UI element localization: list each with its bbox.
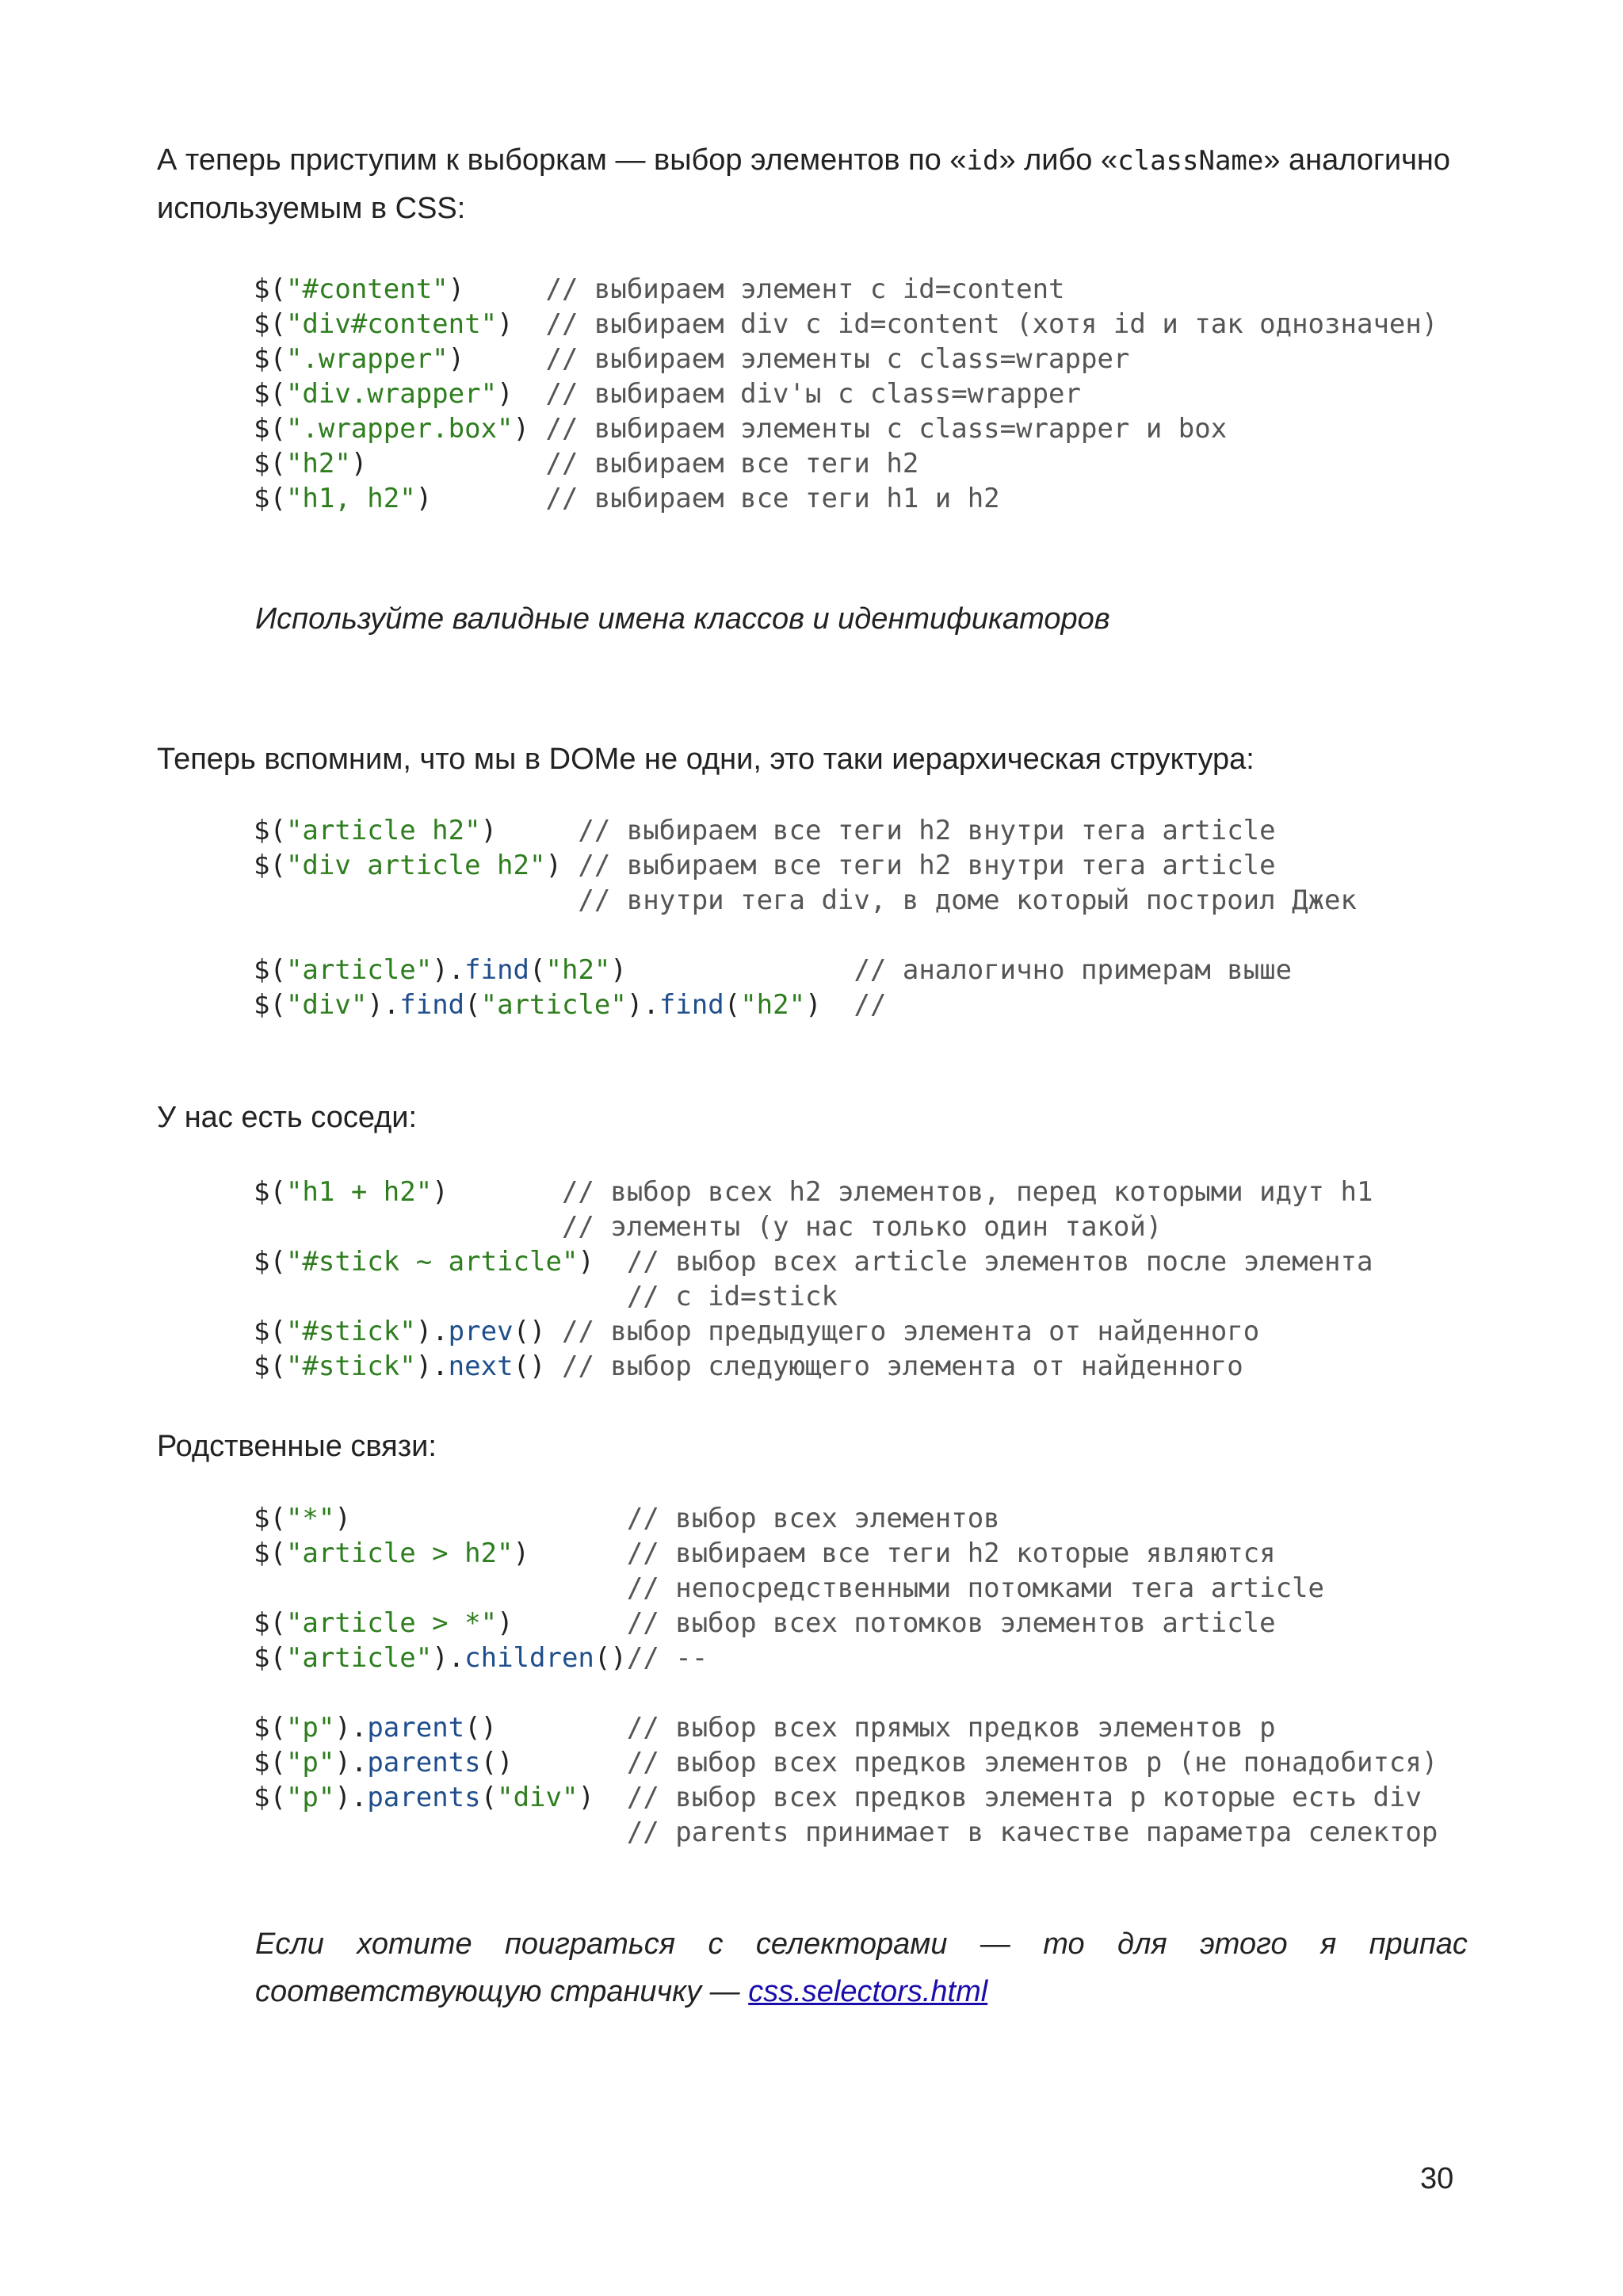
code-selector [254, 1211, 562, 1243]
code-selector: $("article").find("h2") [254, 954, 854, 986]
code-line [254, 1745, 1438, 1780]
code-selector [254, 1281, 627, 1312]
code-line [254, 1209, 1373, 1244]
code-comment: // выбор всех h2 элементов, перед которыми идут h1 [561, 1176, 1373, 1208]
code-comment: // выбор всех предков элементов p (не понадобится) [626, 1747, 1438, 1778]
code-selector: $("div").find("article").find("h2") [254, 989, 854, 1021]
code-line [254, 307, 1438, 342]
code-selector: $("div#content") [254, 308, 546, 340]
code-comment: // непосредственными потомками тега article [626, 1572, 1325, 1604]
note-playground-text: соответствующую страничку — [255, 1975, 749, 2008]
code-comment: // выбираем div с id=content (хотя id и так однозначен) [545, 308, 1438, 340]
code-selector: $("#content") [254, 273, 546, 305]
code-block-hierarchy [254, 813, 1357, 1022]
code-comment: // выбираем все теги h2 которые являются [626, 1538, 1276, 1569]
code-selector [254, 1817, 627, 1848]
code-line [254, 918, 1357, 953]
code-selector: $("article > h2") [254, 1538, 627, 1569]
note-playground [255, 1920, 1468, 2015]
note-playground-line1 [255, 1920, 1468, 1968]
intro-text-3: » аналогично [1263, 143, 1451, 177]
code-selector [254, 1572, 627, 1604]
code-selector: $("#stick ~ article") [254, 1246, 627, 1278]
note-word: Если [255, 1927, 324, 1961]
code-comment: // выбираем элементы с class=wrapper [545, 343, 1130, 375]
code-selector [254, 884, 578, 916]
code-comment: // элементы (у нас только один такой) [561, 1211, 1163, 1243]
intro-text-line2: используемым в CSS: [157, 192, 466, 225]
code-comment: // parents принимает в качестве параметра селектор [626, 1817, 1438, 1848]
code-line [254, 1349, 1373, 1384]
code-comment: // [854, 989, 887, 1021]
note-word: для [1117, 1927, 1167, 1961]
code-selector: $("article").children() [254, 1642, 627, 1674]
paragraph-neighbors: У нас есть соседи: [157, 1101, 418, 1134]
code-comment: // выбор всех article элементов после элемента [626, 1246, 1373, 1278]
code-selector: $("article > *") [254, 1607, 627, 1639]
code-comment: // выбор всех потомков элементов article [626, 1607, 1276, 1639]
code-comment: // -- [626, 1642, 708, 1674]
code-line [254, 376, 1438, 411]
code-line [254, 1175, 1373, 1209]
code-comment: // выбираем элементы с class=wrapper и box [545, 413, 1228, 445]
code-line [254, 1314, 1373, 1349]
code-line [254, 988, 1357, 1022]
code-line [254, 446, 1438, 481]
code-selector: $("p").parents() [254, 1747, 627, 1778]
note-word: то [1043, 1927, 1085, 1961]
code-selector: $("article h2") [254, 815, 579, 846]
code-line [254, 1536, 1438, 1571]
code-comment: // выбор следующего элемента от найденного [561, 1350, 1243, 1382]
note-word: — [980, 1927, 1010, 1961]
code-comment: // выбор предыдущего элемента от найденного [561, 1316, 1260, 1347]
code-line [254, 272, 1438, 307]
code-block-relations [254, 1501, 1438, 1850]
code-line [254, 342, 1438, 376]
note-valid-names: Используйте валидные имена классов и идентификаторов [255, 602, 1110, 636]
note-playground-line2 [255, 1968, 1468, 2015]
intro-text-1: А теперь приступим к выборкам — выбор элементов по « [157, 143, 967, 177]
code-line [254, 813, 1357, 848]
code-line [254, 1501, 1438, 1536]
code-selector: $("div article h2") [254, 850, 579, 881]
code-line [254, 1675, 1438, 1710]
code-comment: // внутри тега div, в доме который построил Джек [578, 884, 1357, 916]
code-line [254, 1815, 1438, 1850]
page-number: 30 [1420, 2162, 1454, 2195]
code-selector: $("h1 + h2") [254, 1176, 562, 1208]
code-selector: $(".wrapper.box") [254, 413, 546, 445]
code-selector: $("#stick").next() [254, 1350, 562, 1382]
code-line [254, 1641, 1438, 1675]
css-selectors-link[interactable]: css.selectors.html [748, 1975, 988, 2008]
code-line [254, 1710, 1438, 1745]
code-line [254, 481, 1438, 516]
code-selector: $("p").parent() [254, 1712, 627, 1744]
paragraph-relations: Родственные связи: [157, 1430, 437, 1463]
code-selector: $("p").parents("div") [254, 1782, 627, 1813]
code-block-selectors [254, 272, 1438, 516]
note-word: этого [1200, 1927, 1288, 1961]
code-selector: $("h1, h2") [254, 483, 546, 514]
code-line [254, 848, 1357, 883]
code-line [254, 1244, 1373, 1279]
code-line [254, 1606, 1438, 1641]
code-line [254, 883, 1357, 918]
code-selector: $("h2") [254, 448, 546, 479]
intro-classname-code: className [1117, 145, 1264, 177]
note-word: с [708, 1927, 724, 1961]
code-comment: // выбираем div'ы с class=wrapper [545, 378, 1081, 410]
code-line [254, 1571, 1438, 1606]
code-selector: $("div.wrapper") [254, 378, 546, 410]
note-word: припас [1369, 1927, 1468, 1961]
intro-text-2: » либо « [999, 143, 1118, 177]
code-comment: // выбираем элемент с id=content [545, 273, 1065, 305]
code-comment: // выбор всех элементов [626, 1503, 1000, 1534]
code-line [254, 953, 1357, 988]
code-block-siblings [254, 1175, 1373, 1384]
code-selector: $(".wrapper") [254, 343, 546, 375]
code-comment: // выбираем все теги h1 и h2 [545, 483, 1000, 514]
note-word: поиграться [504, 1927, 676, 1961]
code-comment: // выбираем все теги h2 внутри тега article [578, 815, 1276, 846]
intro-id-code: id [966, 145, 999, 177]
code-comment: // выбор всех предков элемента p которые есть div [626, 1782, 1422, 1813]
code-comment: // выбор всех прямых предков элементов p [626, 1712, 1276, 1744]
code-comment: // с id=stick [626, 1281, 838, 1312]
code-selector: $("#stick").prev() [254, 1316, 562, 1347]
code-line [254, 411, 1438, 446]
note-word: селекторами [755, 1927, 948, 1961]
code-comment: // выбираем все теги h2 внутри тега article [578, 850, 1276, 881]
code-line [254, 1780, 1438, 1815]
note-word: я [1319, 1927, 1337, 1961]
code-selector: $("*") [254, 1503, 627, 1534]
intro-paragraph [157, 136, 1472, 232]
code-comment: // аналогично примерам выше [854, 954, 1293, 986]
paragraph-dom: Теперь вспомним, что мы в DOMе не одни, это таки иерархическая структура: [157, 743, 1254, 776]
code-line [254, 1279, 1373, 1314]
code-comment: // выбираем все теги h2 [545, 448, 919, 479]
note-word: хотите [357, 1927, 472, 1961]
